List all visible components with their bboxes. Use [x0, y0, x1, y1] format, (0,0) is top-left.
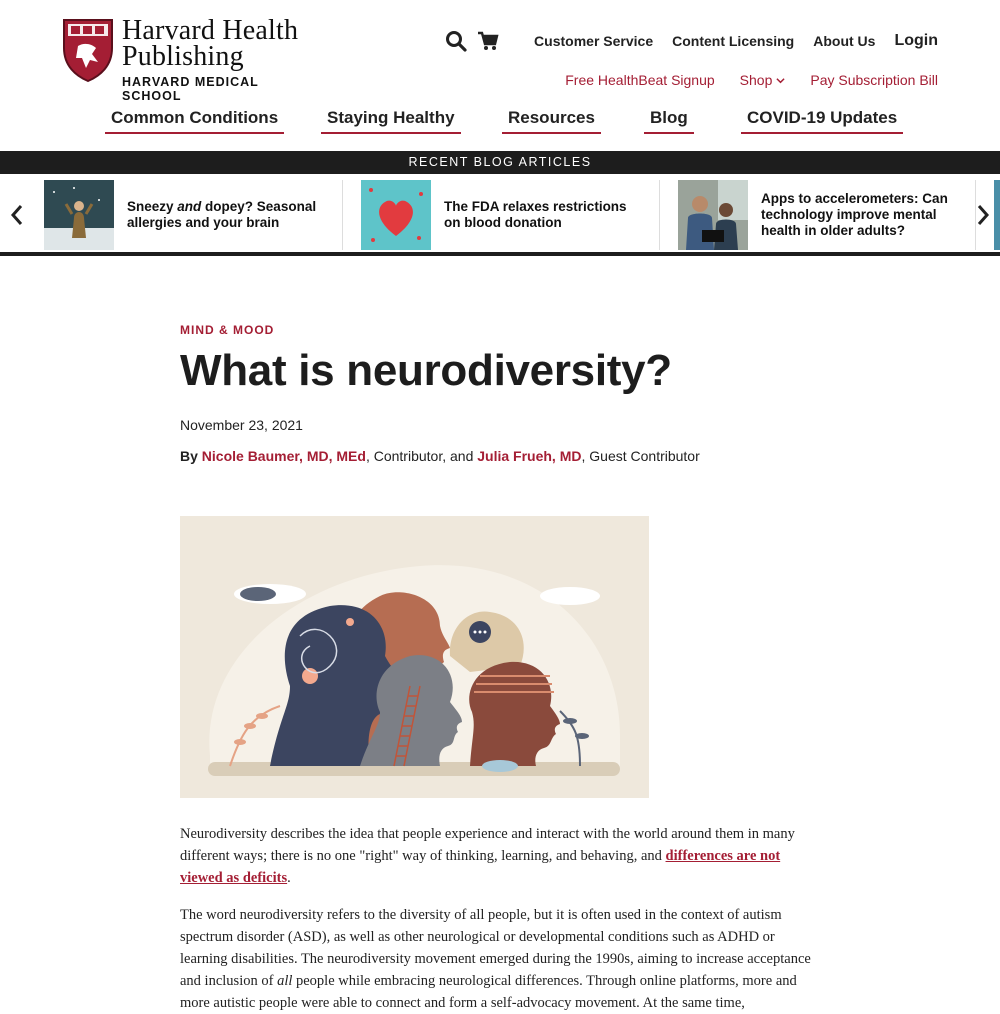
shop-menu[interactable] — [740, 72, 786, 88]
author-link[interactable]: Nicole Baumer, MD, MEd — [201, 448, 366, 464]
main-nav — [0, 108, 1000, 134]
shop-label: Shop — [739, 72, 773, 88]
content-licensing-link[interactable]: Content Licensing — [672, 33, 795, 49]
title-part: dopey? Seasonal allergies and your brain — [127, 199, 317, 230]
blog-thumbnail-partial — [994, 180, 1000, 250]
nav-blog[interactable]: Blog — [644, 108, 694, 134]
harvard-shield-icon — [62, 18, 114, 82]
logo-subtitle: HARVARD MEDICAL SCHOOL — [122, 75, 259, 103]
chevron-left-icon[interactable] — [10, 204, 24, 226]
card-divider — [342, 180, 343, 250]
blog-carousel — [0, 174, 1000, 256]
site-header — [0, 0, 1000, 150]
neurodiversity-illustration — [180, 516, 649, 798]
login-link[interactable]: Login — [894, 32, 938, 49]
paragraph-text: . — [287, 870, 291, 886]
nav-covid-updates[interactable]: COVID-19 Updates — [741, 108, 903, 134]
nav-common-conditions[interactable]: Common Conditions — [105, 108, 284, 134]
search-icon[interactable] — [445, 30, 467, 52]
logo-text — [122, 15, 302, 103]
blog-thumbnail — [44, 180, 114, 250]
article-byline — [180, 448, 700, 464]
healthbeat-signup-link[interactable]: Free HealthBeat Signup — [565, 72, 715, 88]
article-date: November 23, 2021 — [180, 417, 303, 433]
blog-thumbnail — [361, 180, 431, 250]
blog-card-title: The FDA relaxes restrictions on blood donation — [444, 199, 627, 230]
pay-bill-link[interactable]: Pay Subscription Bill — [810, 72, 938, 88]
cart-icon[interactable] — [477, 30, 499, 52]
blog-card[interactable] — [44, 180, 317, 250]
chevron-down-icon — [776, 76, 785, 85]
blog-card-title — [127, 199, 317, 231]
paragraph-text: people while embracing neurological differences. Through online platforms, more and more autistic people were able to connect and form a self-advocacy movement. At the same time, — [180, 973, 797, 1011]
blog-card[interactable] — [361, 180, 634, 250]
recent-blog-heading: RECENT BLOG ARTICLES — [0, 151, 1000, 174]
blog-card[interactable] — [678, 180, 951, 250]
article-category[interactable]: MIND & MOOD — [180, 323, 275, 337]
about-us-link[interactable]: About Us — [813, 33, 876, 49]
logo-line-1: Harvard Health — [122, 15, 299, 46]
chevron-right-icon[interactable] — [976, 204, 990, 226]
title-emphasis: and — [177, 199, 202, 214]
blog-card-title: Apps to accelerometers: Can technology improve mental health in older adults? — [761, 191, 948, 238]
article-title: What is neurodiversity? — [180, 346, 672, 395]
differences-link[interactable]: differences are not viewed as deficits — [180, 848, 781, 886]
nav-resources[interactable]: Resources — [502, 108, 601, 134]
author-role: , Guest Contributor — [581, 448, 700, 464]
author-role: , Contributor, and — [365, 448, 474, 464]
harvard-health-logo[interactable] — [62, 15, 302, 103]
paragraph-emphasis: all — [277, 973, 293, 989]
title-part: Sneezy — [127, 199, 178, 214]
byline-prefix: By — [180, 448, 198, 464]
article-paragraph — [180, 904, 820, 1014]
utility-nav — [445, 28, 938, 54]
card-divider — [659, 180, 660, 250]
author-link[interactable]: Julia Frueh, MD — [477, 448, 582, 464]
paragraph-text: Neurodiversity describes the idea that people experience and interact with the world around them in many different ways; there is no one "right" way of thinking, learning, and behaving, and — [180, 826, 795, 864]
paragraph-text: The word neurodiversity refers to the diversity of all people, but it is often used in the context of autism spectrum disorder (ASD), as well as other neurological or developmental conditions such as ADHD or learning disabilities. The neurodiversity movement emerged during the 1990s, aiming to increase acceptance and inclusion of — [180, 907, 811, 989]
blog-thumbnail — [678, 180, 748, 250]
secondary-nav — [540, 70, 938, 90]
customer-service-link[interactable]: Customer Service — [534, 33, 654, 49]
logo-line-2: Publishing — [122, 41, 244, 72]
nav-staying-healthy[interactable]: Staying Healthy — [321, 108, 461, 134]
article-paragraph — [180, 823, 820, 889]
